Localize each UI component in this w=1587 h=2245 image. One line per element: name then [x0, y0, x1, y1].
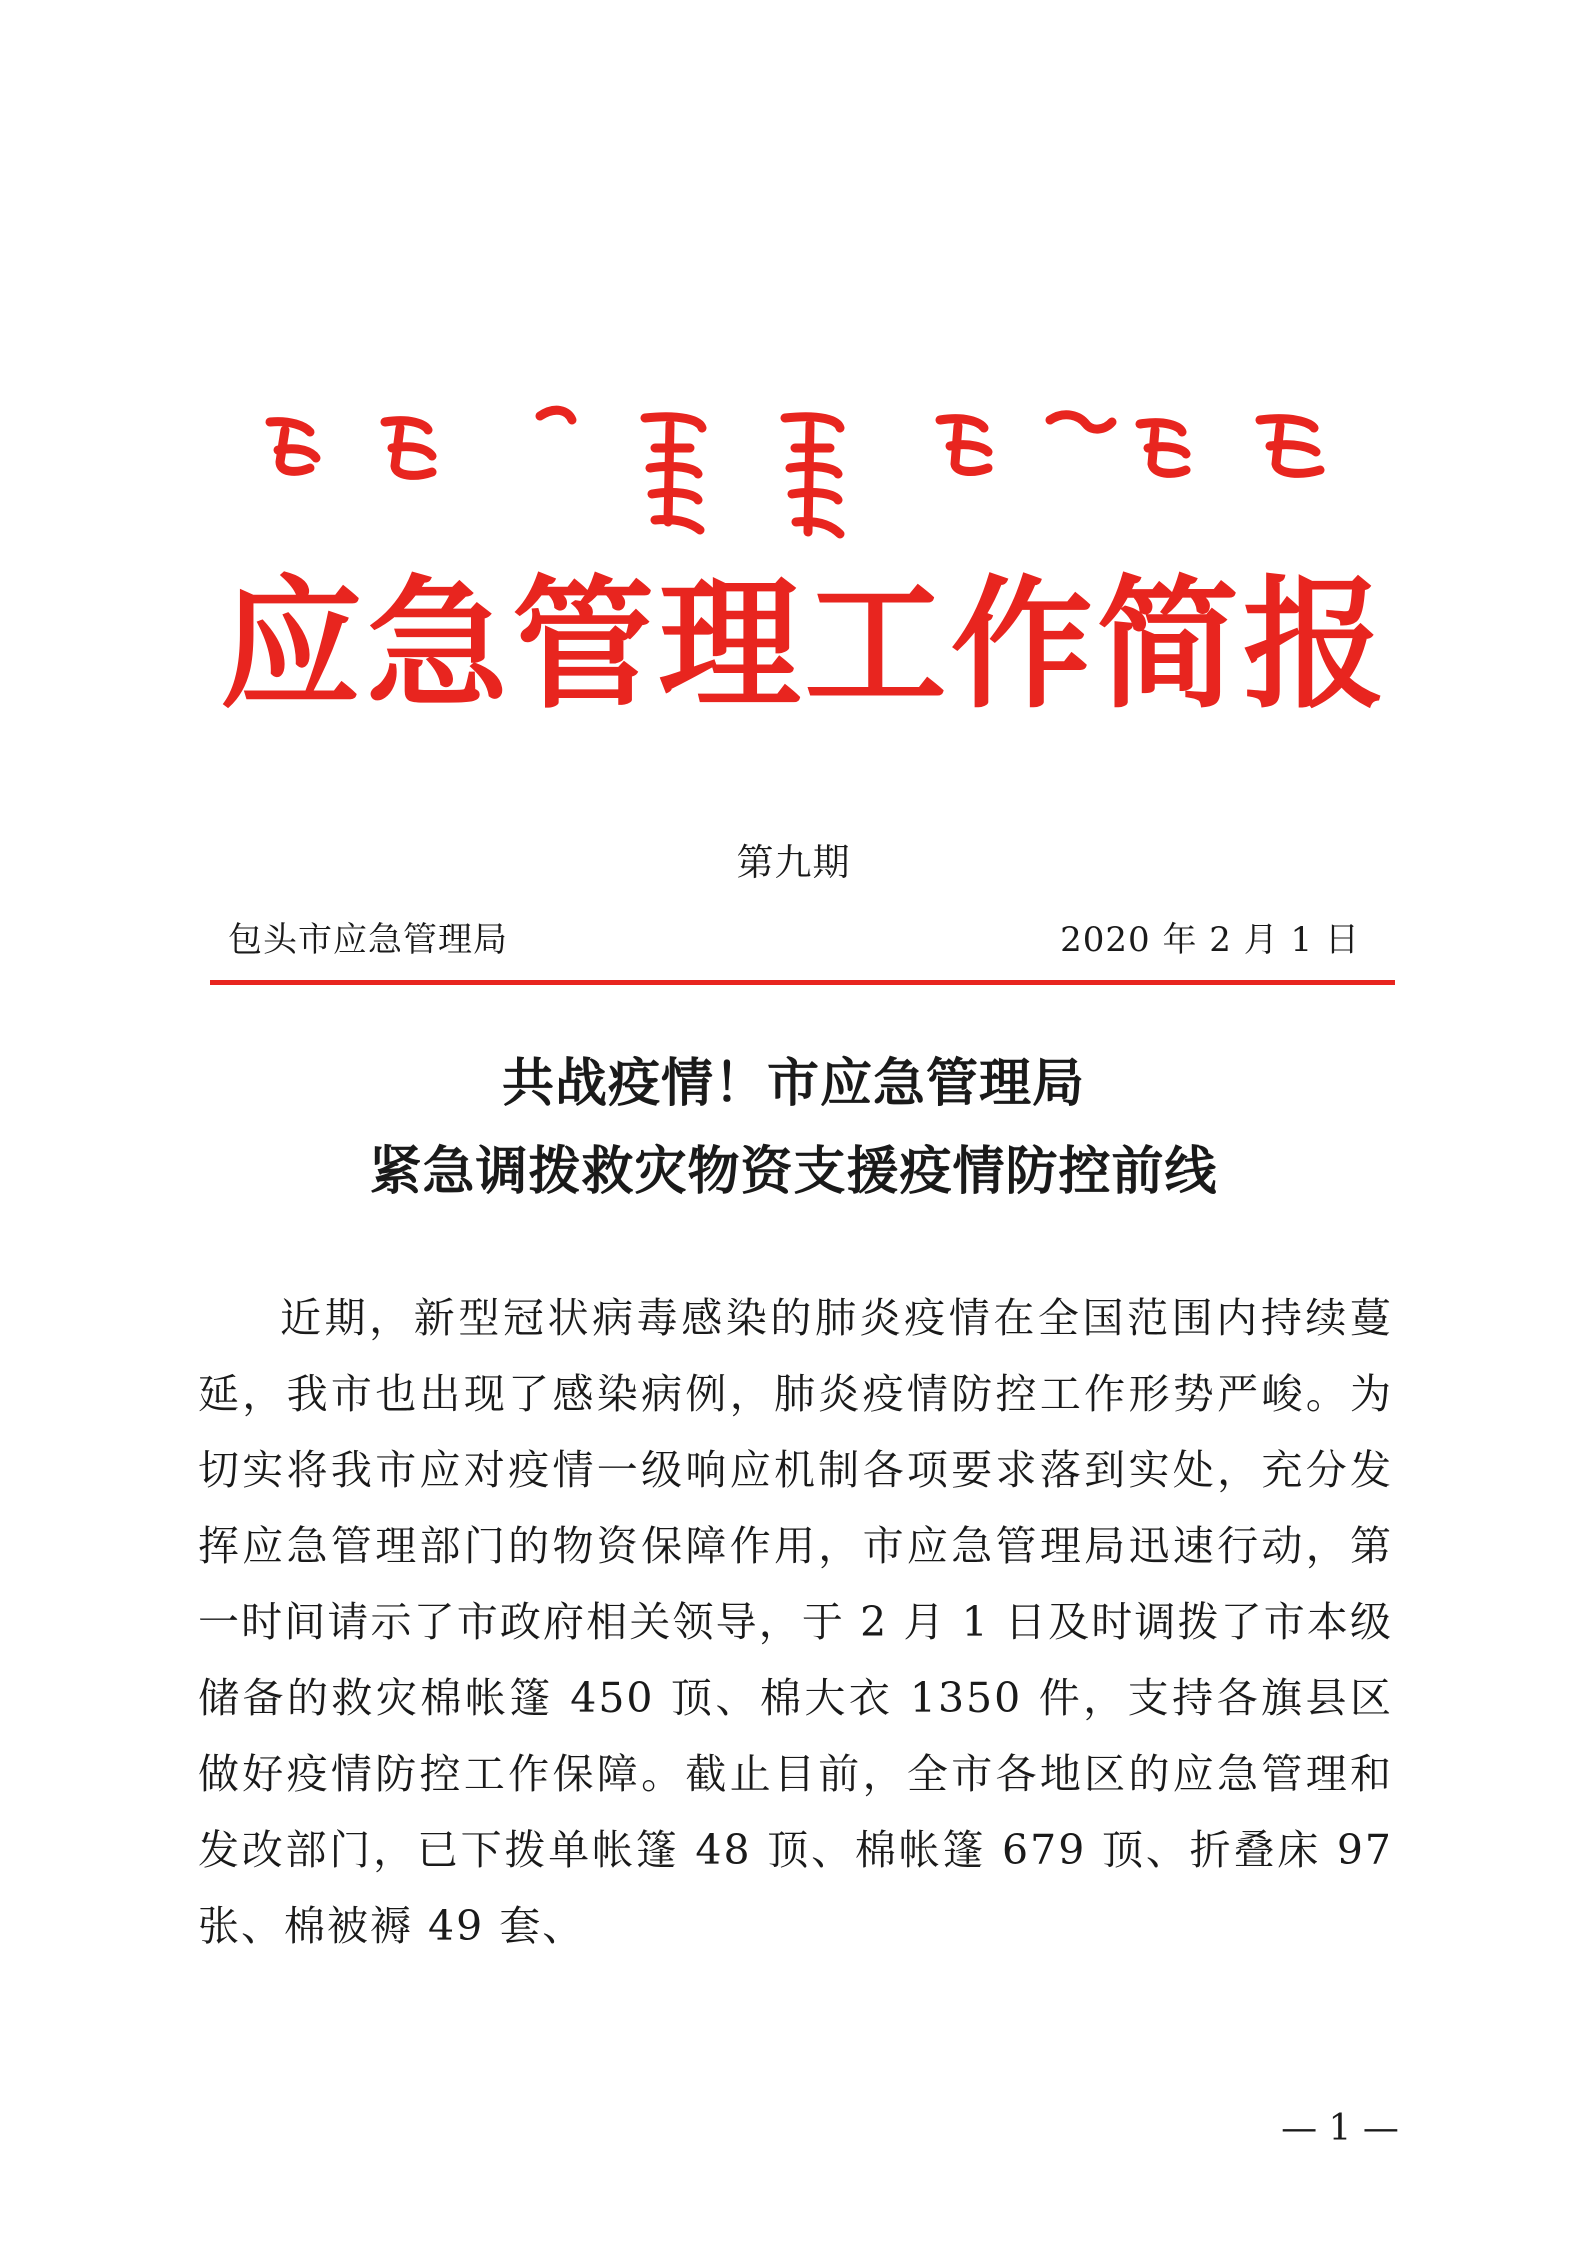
- masthead-title: [220, 558, 1385, 733]
- masthead-char: 作: [950, 562, 1093, 728]
- publication-meta: [228, 912, 1360, 961]
- header-divider: [210, 980, 1395, 985]
- page-number: — 1 —: [1281, 2108, 1399, 2149]
- masthead-char: 急: [366, 562, 509, 728]
- masthead-char: 简: [1096, 562, 1239, 728]
- masthead-char: 工: [804, 562, 947, 728]
- issue-number: 第九期: [736, 841, 851, 884]
- mongolian-script-title: [250, 402, 1360, 542]
- masthead-char: 管: [512, 562, 655, 728]
- headline-line-2: 紧急调拨救灾物资支援疫情防控前线: [369, 1141, 1218, 1202]
- headline-line-1: 共战疫情！市应急管理局: [501, 1053, 1085, 1114]
- masthead-char: 理: [658, 562, 801, 728]
- article-body: 近期，新型冠状病毒感染的肺炎疫情在全国范围内持续蔓延，我市也出现了感染病例，肺炎疫情防控工作形势严峻。为切实将我市应对疫情一级响应机制各项要求落到实处，充分发挥应急管理部门的物资保障作用，市应急管理局迅速行动，第一时间请示了市政府相关领导，于 2 月 1 日及时调拨了市本级储备的救灾棉帐篷 450 顶、棉大衣 1350 件，支持各旗县区做好疫情防控工作保障。截止目前，全市各地区的应急管理和发改部门，已下拨单帐篷 48 顶、棉帐篷 679 顶、折叠床 97 张、棉被褥 49 套、: [198, 1294, 1393, 1950]
- article-headline: [0, 1040, 1587, 1216]
- publication-date: 2020 年 2 月 1 日: [1060, 920, 1360, 960]
- publisher-name: 包头市应急管理局: [228, 920, 508, 960]
- masthead-char: 应: [220, 562, 362, 728]
- masthead-char: 报: [1242, 562, 1385, 728]
